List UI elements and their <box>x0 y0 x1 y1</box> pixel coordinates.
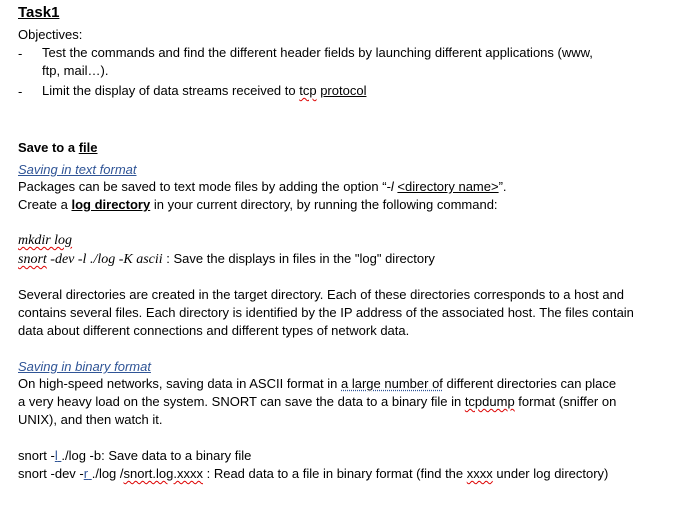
section-heading: Save to a file <box>18 140 98 155</box>
binary-para-2: a very heavy load on the system. SNORT can save the data to a binary file in tcpdump format (sniffer on <box>18 394 617 409</box>
text-format-para-1: Packages can be saved to text mode files by adding the option “-l <directory name>”. <box>18 179 507 194</box>
command-mkdir: mkdir log <box>18 233 73 248</box>
bullet-marker: - <box>18 84 23 99</box>
directories-para-3: data about different connections and different types of network data. <box>18 323 410 338</box>
directories-para-1: Several directories are created in the target directory. Each of these directories corresponds to a host and <box>18 287 625 302</box>
text-format-para-2: Create a log directory in your current directory, by running the following command: <box>18 197 498 212</box>
text-format-heading: Saving in text format <box>18 162 137 177</box>
objective-1-line2: ftp, mail…). <box>42 63 109 78</box>
binary-para-3: UNIX), and then watch it. <box>18 412 163 427</box>
objectives-label: Objectives: <box>18 27 83 42</box>
command-snort-binary: snort -l ./log -b: Save data to a binary file <box>18 448 252 463</box>
binary-para-1: On high-speed networks, saving data in ASCII format in a large number of different directories can place <box>18 376 617 391</box>
bullet-marker: - <box>18 46 23 61</box>
objective-2: Limit the display of data streams received to tcp protocol <box>42 83 367 98</box>
page-title: Task1 <box>18 4 60 21</box>
command-snort-read: snort -dev -r ./log /snort.log.xxxx : Read data to a file in binary format (find the xxxx under log directory) <box>18 466 609 481</box>
binary-format-heading: Saving in binary format <box>18 359 151 374</box>
directories-para-2: contains several files. Each directory is identified by the IP address of the associated host. The files contain <box>18 305 634 320</box>
objective-1-line1: Test the commands and find the different header fields by launching different applications (www, <box>42 45 593 60</box>
command-snort-ascii: snort -dev -l ./log -K ascii : Save the displays in files in the "log" directory <box>18 251 435 267</box>
